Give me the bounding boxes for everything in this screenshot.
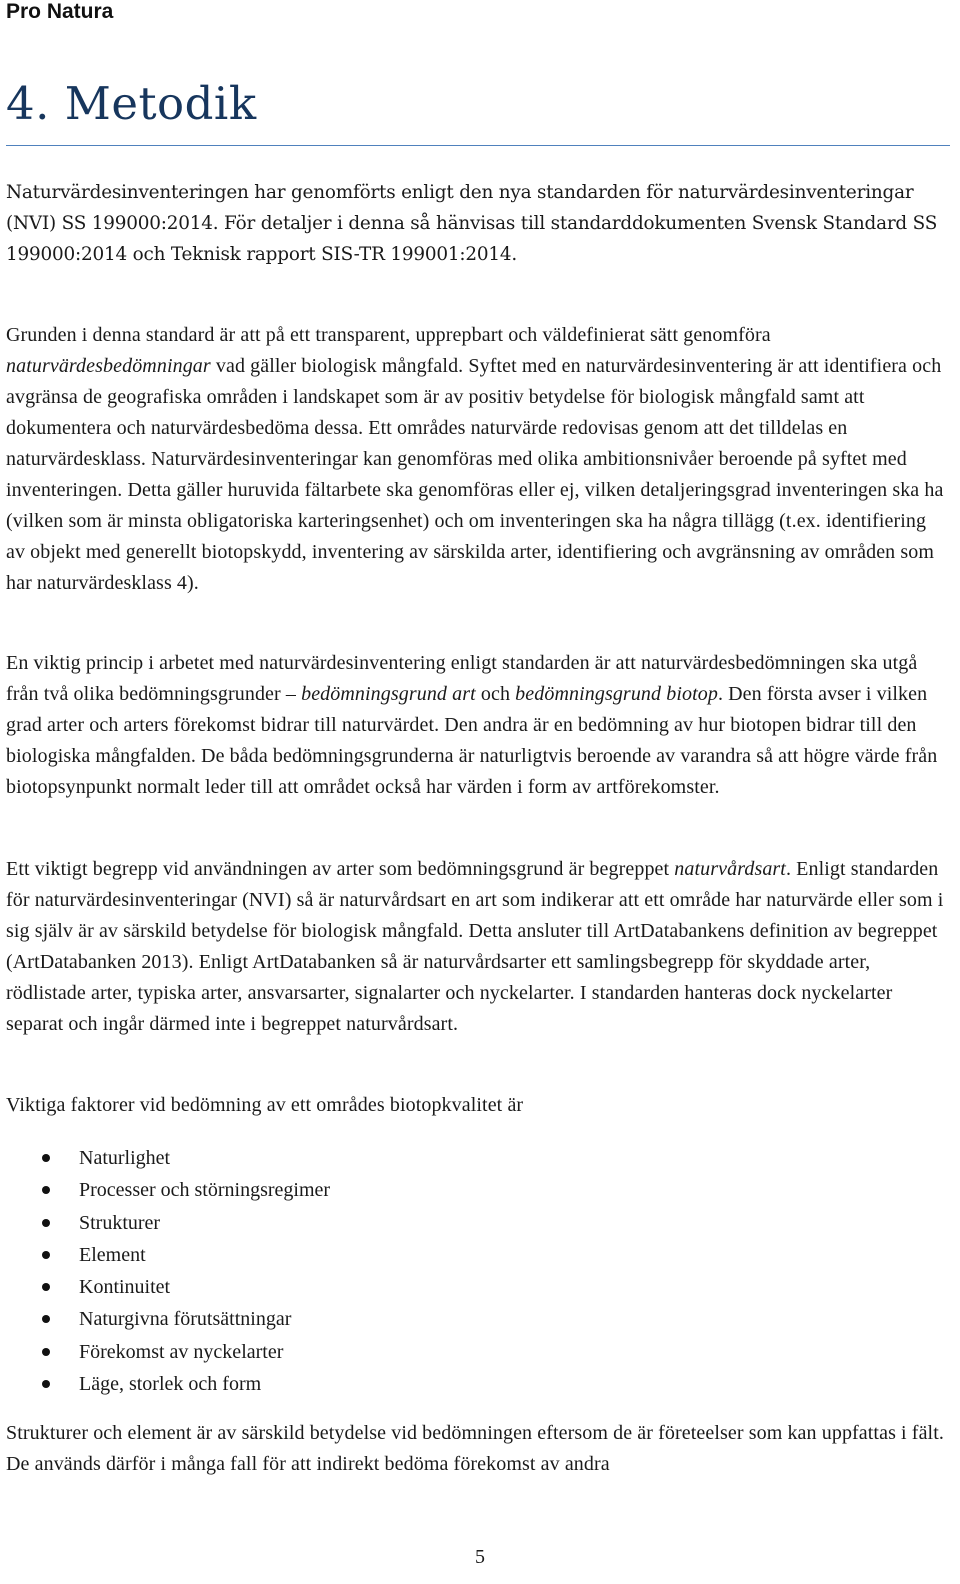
bullet-icon <box>42 1348 50 1356</box>
text-run: En viktig princip i arbetet med naturvärdesinventering enligt standarden är att naturvärdesbedömningen ska utgå från två olika bedömningsgrunder – <box>6 652 918 705</box>
paragraph-conservation-species <box>6 854 946 1040</box>
emphasis-term: bedömningsgrund biotop <box>515 683 718 705</box>
list-item-label: Naturlighet <box>79 1147 171 1169</box>
text-run: Ett viktigt begrepp vid användningen av arter som bedömningsgrund är begreppet <box>6 858 675 880</box>
running-header: Pro Natura <box>6 0 114 23</box>
list-item-label: Läge, storlek och form <box>79 1373 262 1396</box>
list-item <box>0 1368 330 1400</box>
paragraph-structures: Strukturer och element är av särskild betydelse vid bedömningen eftersom de är företeelser som kan uppfattas i fält. De används därför i många fall för att indirekt bedöma förekomst av andra <box>6 1422 944 1475</box>
factor-list <box>0 1142 330 1400</box>
list-item-label: Processer och störningsregimer <box>79 1179 331 1202</box>
paragraph-intro: Naturvärdesinventeringen har genomförts enligt den nya standarden för naturvärdesinventeringar (NVI) SS 199000:2014. För detaljer i denna så hänvisas till standarddokumenten Svensk Standard SS 199000:2014 och Teknisk rapport SIS-TR 199001:2014. <box>6 182 938 265</box>
list-item <box>0 1174 330 1206</box>
text-run: Grunden i denna standard är att på ett transparent, upprepbart och väldefinierat sätt genomföra <box>6 324 771 346</box>
paragraph-factors-intro: Viktiga faktorer vid bedömning av ett områdes biotopkvalitet är <box>6 1094 524 1116</box>
text-run: vad gäller biologisk mångfald. Syftet med en naturvärdesinventering är att identifiera och avgränsa de geografiska områden i landskapet som är av positiv betydelse för biologisk mångfald samt att dokumentera och naturvärdesbedöma dessa. Ett områdes naturvärde redovisas genom att det tilldelas en naturvärdesklass. Naturvärdesinventeringar kan genomföras med olika ambitionsnivåer beroende på syftet med inventeringen. Detta gäller huruvida fältarbete ska genomföras eller ej, vilken detaljeringsgrad inventeringen ska ha (vilken som är minsta obligatoriska karteringsenhet) och om inventeringen ska ha några tillägg (t.ex. identifiering av objekt med generellt biotopskydd, inventering av särskilda arter, identifiering och avgränsning av områden som har naturvärdesklass 4). <box>6 355 944 594</box>
text-run: . Enligt standarden för naturvärdesinventeringar (NVI) så är naturvårdsart en art som indikerar att ett område har naturvärde eller som i sig själv är av särskild betydelse för biologisk mångfald. Detta ansluter till ArtDatabankens definition av begreppet (ArtDatabanken 2013). Enligt ArtDatabanken så är naturvårdsarter ett samlingsbegrepp för skyddade arter, rödlistade arter, typiska arter, ansvarsarter, signalarter och nyckelarter. I standarden hanteras dock nyckelarter separat och ingår därmed inte i begreppet naturvårdsart. <box>6 858 944 1035</box>
section-title: 4. Metodik <box>6 77 257 130</box>
list-item-label: Element <box>79 1243 146 1266</box>
bullet-icon <box>42 1154 50 1162</box>
text-run: . Den första avser i vilken grad arter och arters förekomst bidrar till naturvärdet. Den andra är en bedömning av hur biotopen bidrar till den biologiska mångfalden. De båda bedömningsgrunderna är naturligtvis beroende av varandra så att högre värde från biotopsynpunkt normalt leder till att området också har värden i form av artförekomster. <box>6 683 938 798</box>
list-item-label: Förekomst av nyckelarter <box>79 1340 284 1363</box>
emphasis-term: bedömningsgrund art <box>301 683 476 705</box>
list-item <box>0 1207 330 1239</box>
emphasis-term: naturvårdsart <box>674 858 786 880</box>
title-underline <box>6 145 950 146</box>
list-item-label: Strukturer <box>79 1211 161 1234</box>
bullet-icon <box>42 1219 50 1227</box>
list-item-label: Kontinuitet <box>79 1276 171 1299</box>
list-item <box>0 1271 330 1303</box>
paragraph-standard-basis <box>6 320 946 599</box>
bullet-icon <box>42 1315 50 1323</box>
bullet-icon <box>42 1186 50 1194</box>
text-run: och <box>475 683 516 705</box>
list-item <box>0 1336 330 1368</box>
list-item-label: Naturgivna förutsättningar <box>79 1308 292 1331</box>
list-item <box>0 1303 330 1335</box>
emphasis-term: naturvärdesbedömningar <box>6 355 211 377</box>
page-number: 5 <box>475 1546 485 1568</box>
list-item <box>0 1239 330 1271</box>
bullet-icon <box>42 1380 50 1388</box>
paragraph-assessment-grounds <box>6 648 946 803</box>
list-item <box>0 1142 330 1174</box>
bullet-icon <box>42 1251 50 1259</box>
bullet-icon <box>42 1283 50 1291</box>
